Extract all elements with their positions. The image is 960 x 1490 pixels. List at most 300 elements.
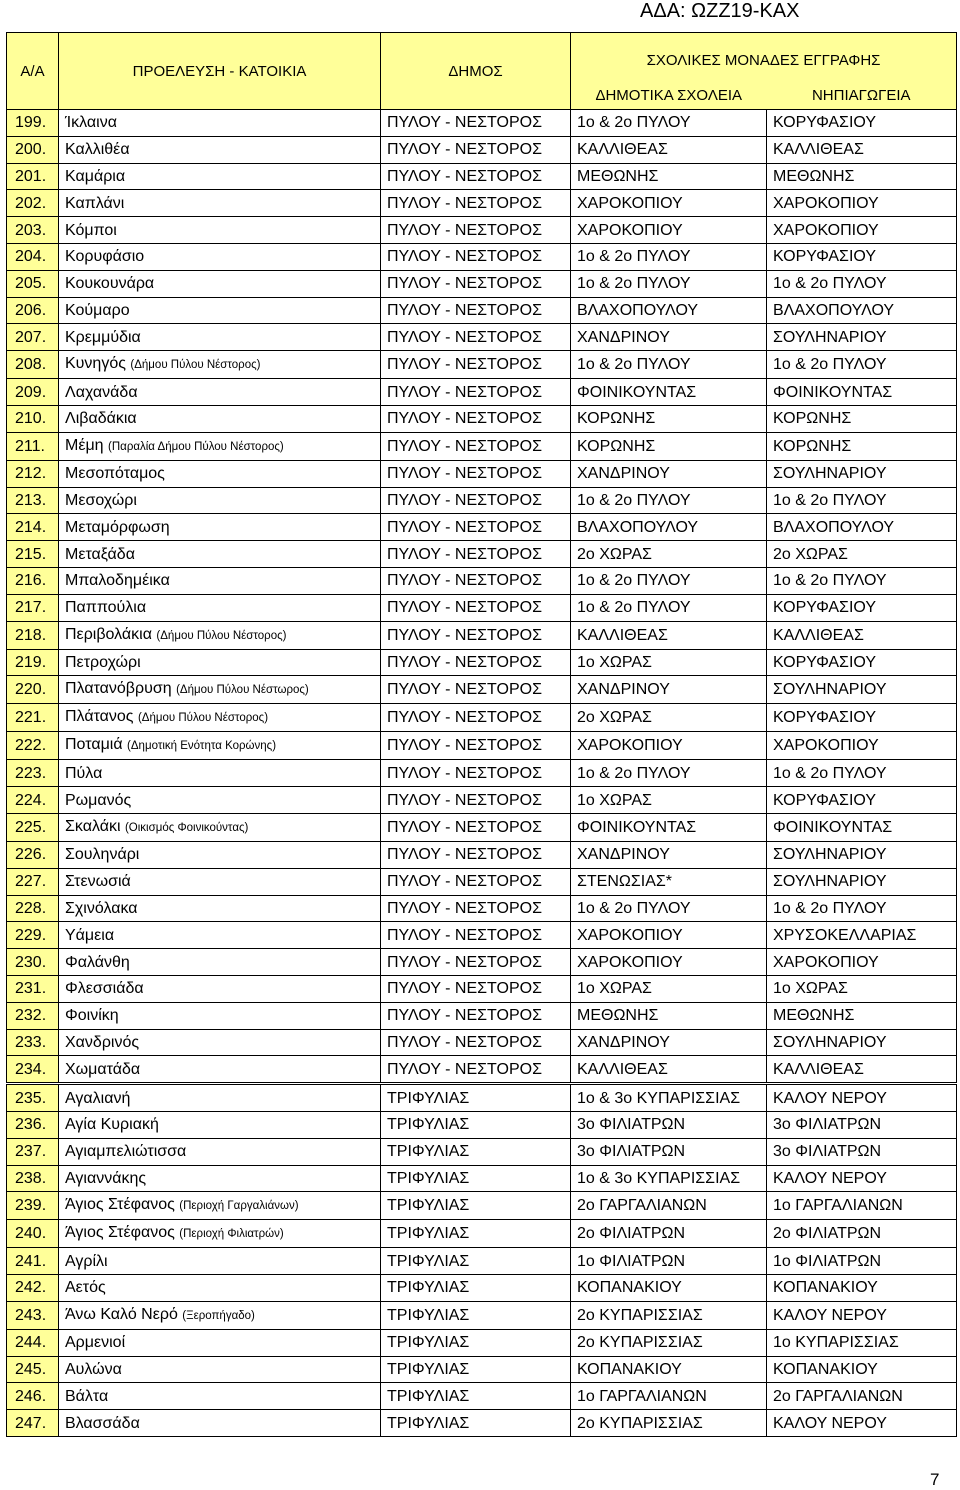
kindergarten-cell: ΚΑΛΟΥ ΝΕΡΟΥ	[767, 1410, 957, 1437]
kindergarten-cell: ΚΟΡΥΦΑΣΙΟΥ	[767, 243, 957, 270]
kindergarten-cell: 2ο ΧΩΡΑΣ	[767, 541, 957, 568]
place-note: (Δήμου Πύλου Νέστορος)	[156, 629, 287, 642]
row-number: 234.	[7, 1056, 59, 1084]
primary-school-cell: 2ο ΚΥΠΑΡΙΣΣΙΑΣ	[571, 1329, 767, 1356]
municipality-cell: ΤΡΙΦΥΛΙΑΣ	[381, 1275, 571, 1302]
place-name: Χανδρινός	[65, 1033, 140, 1051]
place-name: Στενωσιά	[65, 873, 131, 891]
municipality-cell: ΠΥΛΟΥ - ΝΕΣΤΟΡΟΣ	[381, 594, 571, 621]
row-number: 215.	[7, 541, 59, 568]
table-row	[7, 1356, 957, 1383]
kindergarten-cell: 1ο & 2ο ΠΥΛΟΥ	[767, 270, 957, 297]
header-kindergartens: ΝΗΠΙΑΓΩΓΕΙΑ	[767, 69, 957, 110]
place-name: Βάλτα	[65, 1387, 109, 1405]
table-row	[7, 1248, 957, 1275]
place-cell	[59, 541, 381, 568]
place-cell	[59, 975, 381, 1002]
place-cell	[59, 1410, 381, 1437]
primary-school-cell: ΧΑΡΟΚΟΠΙΟΥ	[571, 732, 767, 760]
row-number: 235.	[7, 1084, 59, 1112]
header-dimos: ΔΗΜΟΣ	[381, 33, 571, 110]
place-name: Κουκουνάρα	[65, 275, 155, 293]
municipality-cell: ΠΥΛΟΥ - ΝΕΣΤΟΡΟΣ	[381, 841, 571, 868]
municipality-cell: ΠΥΛΟΥ - ΝΕΣΤΟΡΟΣ	[381, 217, 571, 244]
kindergarten-cell: ΚΑΛΟΥ ΝΕΡΟΥ	[767, 1084, 957, 1112]
kindergarten-cell: ΚΟΡΥΦΑΣΙΟΥ	[767, 649, 957, 676]
municipality-cell: ΤΡΙΦΥΛΙΑΣ	[381, 1329, 571, 1356]
place-name: Φοινίκη	[65, 1007, 119, 1025]
kindergarten-cell: ΚΟΡΥΦΑΣΙΟΥ	[767, 704, 957, 732]
primary-school-cell: 1ο & 2ο ΠΥΛΟΥ	[571, 760, 767, 787]
primary-school-cell: 1ο & 3ο ΚΥΠΑΡΙΣΣΙΑΣ	[571, 1165, 767, 1192]
municipality-cell: ΠΥΛΟΥ - ΝΕΣΤΟΡΟΣ	[381, 1002, 571, 1029]
municipality-cell: ΠΥΛΟΥ - ΝΕΣΤΟΡΟΣ	[381, 136, 571, 163]
place-cell	[59, 351, 381, 379]
primary-school-cell: 1ο & 2ο ΠΥΛΟΥ	[571, 243, 767, 270]
table-row	[7, 975, 957, 1002]
place-name: Καμάρια	[65, 167, 126, 185]
municipality-cell: ΠΥΛΟΥ - ΝΕΣΤΟΡΟΣ	[381, 270, 571, 297]
row-number: 231.	[7, 975, 59, 1002]
place-cell	[59, 270, 381, 297]
place-name: Μπαλοδημέικα	[65, 572, 170, 590]
table-row	[7, 760, 957, 787]
place-cell	[59, 1356, 381, 1383]
kindergarten-cell: 1ο ΧΩΡΑΣ	[767, 975, 957, 1002]
table-row	[7, 1056, 957, 1084]
table-row	[7, 1192, 957, 1220]
primary-school-cell: 1ο & 2ο ΠΥΛΟΥ	[571, 110, 767, 137]
municipality-cell: ΤΡΙΦΥΛΙΑΣ	[381, 1383, 571, 1410]
primary-school-cell: 1ο & 2ο ΠΥΛΟΥ	[571, 895, 767, 922]
row-number: 218.	[7, 621, 59, 649]
primary-school-cell: ΧΑΝΔΡΙΝΟΥ	[571, 676, 767, 704]
place-name: Περιβολάκια	[65, 625, 152, 643]
kindergarten-cell: 2ο ΓΑΡΓΑΛΙΑΝΩΝ	[767, 1383, 957, 1410]
table-row	[7, 1301, 957, 1329]
place-cell	[59, 297, 381, 324]
row-number: 199.	[7, 110, 59, 137]
primary-school-cell: ΣΤΕΝΩΣΙΑΣ*	[571, 868, 767, 895]
municipality-cell: ΤΡΙΦΥΛΙΑΣ	[381, 1138, 571, 1165]
municipality-cell: ΠΥΛΟΥ - ΝΕΣΤΟΡΟΣ	[381, 487, 571, 514]
row-number: 213.	[7, 487, 59, 514]
municipality-cell: ΤΡΙΦΥΛΙΑΣ	[381, 1356, 571, 1383]
row-number: 228.	[7, 895, 59, 922]
place-name: Μεσοχώρι	[65, 491, 137, 509]
place-name: Κούμαρο	[65, 301, 130, 319]
municipality-cell: ΠΥΛΟΥ - ΝΕΣΤΟΡΟΣ	[381, 760, 571, 787]
municipality-cell: ΠΥΛΟΥ - ΝΕΣΤΟΡΟΣ	[381, 432, 571, 460]
place-name: Μεταμόρφωση	[65, 518, 170, 536]
kindergarten-cell: ΜΕΘΩΝΗΣ	[767, 163, 957, 190]
row-number: 227.	[7, 868, 59, 895]
primary-school-cell: 1ο & 2ο ΠΥΛΟΥ	[571, 351, 767, 379]
place-cell	[59, 487, 381, 514]
table-row	[7, 217, 957, 244]
municipality-cell: ΠΥΛΟΥ - ΝΕΣΤΟΡΟΣ	[381, 676, 571, 704]
place-cell	[59, 460, 381, 487]
table-row	[7, 813, 957, 841]
place-cell	[59, 594, 381, 621]
place-name: Ίκλαινα	[65, 114, 117, 132]
row-number: 225.	[7, 813, 59, 841]
row-number: 208.	[7, 351, 59, 379]
place-cell	[59, 841, 381, 868]
school-assignment-table	[6, 32, 957, 1437]
municipality-cell: ΠΥΛΟΥ - ΝΕΣΤΟΡΟΣ	[381, 649, 571, 676]
municipality-cell: ΠΥΛΟΥ - ΝΕΣΤΟΡΟΣ	[381, 732, 571, 760]
place-name: Υάμεια	[65, 926, 115, 944]
kindergarten-cell: 1ο ΦΙΛΙΑΤΡΩΝ	[767, 1248, 957, 1275]
row-number: 222.	[7, 732, 59, 760]
header-place: ΠΡΟΕΛΕΥΣΗ - ΚΑΤΟΙΚΙΑ	[59, 33, 381, 110]
place-cell	[59, 676, 381, 704]
place-cell	[59, 379, 381, 406]
municipality-cell: ΠΥΛΟΥ - ΝΕΣΤΟΡΟΣ	[381, 704, 571, 732]
place-cell	[59, 732, 381, 760]
row-number: 238.	[7, 1165, 59, 1192]
place-cell	[59, 405, 381, 432]
place-cell	[59, 1329, 381, 1356]
place-cell	[59, 813, 381, 841]
row-number: 243.	[7, 1301, 59, 1329]
kindergarten-cell: ΚΑΛΛΙΘΕΑΣ	[767, 136, 957, 163]
primary-school-cell: 1ο ΧΩΡΑΣ	[571, 649, 767, 676]
place-cell	[59, 1002, 381, 1029]
kindergarten-cell: ΚΟΡΥΦΑΣΙΟΥ	[767, 594, 957, 621]
table-row	[7, 594, 957, 621]
row-number: 242.	[7, 1275, 59, 1302]
place-cell	[59, 868, 381, 895]
place-cell	[59, 621, 381, 649]
kindergarten-cell: ΧΑΡΟΚΟΠΙΟΥ	[767, 949, 957, 976]
place-name: Σκαλάκι	[65, 817, 121, 835]
row-number: 232.	[7, 1002, 59, 1029]
table-row	[7, 1138, 957, 1165]
municipality-cell: ΠΥΛΟΥ - ΝΕΣΤΟΡΟΣ	[381, 243, 571, 270]
place-cell	[59, 163, 381, 190]
header-aa: Α/Α	[7, 33, 59, 110]
municipality-cell: ΤΡΙΦΥΛΙΑΣ	[381, 1165, 571, 1192]
place-name: Αγρίλι	[65, 1252, 108, 1270]
primary-school-cell: 2ο ΚΥΠΑΡΙΣΣΙΑΣ	[571, 1301, 767, 1329]
document-ada-code: ΑΔΑ: ΩΖΖ19-ΚΑΧ	[640, 0, 800, 22]
row-number: 209.	[7, 379, 59, 406]
table-row	[7, 297, 957, 324]
primary-school-cell: 1ο ΧΩΡΑΣ	[571, 787, 767, 814]
place-name: Παππούλια	[65, 599, 147, 617]
table-row	[7, 1220, 957, 1248]
kindergarten-cell: ΣΟΥΛΗΝΑΡΙΟΥ	[767, 324, 957, 351]
kindergarten-cell: ΧΑΡΟΚΟΠΙΟΥ	[767, 190, 957, 217]
kindergarten-cell: 1ο & 2ο ΠΥΛΟΥ	[767, 895, 957, 922]
place-name: Μεσοπόταμος	[65, 465, 165, 483]
primary-school-cell: ΧΑΝΔΡΙΝΟΥ	[571, 1029, 767, 1056]
place-note: (Οικισμός Φοινικούντας)	[124, 821, 249, 834]
row-number: 205.	[7, 270, 59, 297]
row-number: 202.	[7, 190, 59, 217]
place-cell	[59, 1383, 381, 1410]
place-name: Μεταξάδα	[65, 545, 135, 563]
kindergarten-cell: ΣΟΥΛΗΝΑΡΙΟΥ	[767, 868, 957, 895]
table-row	[7, 1002, 957, 1029]
municipality-cell: ΠΥΛΟΥ - ΝΕΣΤΟΡΟΣ	[381, 541, 571, 568]
kindergarten-cell: 1ο & 2ο ΠΥΛΟΥ	[767, 351, 957, 379]
municipality-cell: ΠΥΛΟΥ - ΝΕΣΤΟΡΟΣ	[381, 922, 571, 949]
primary-school-cell: 2ο ΧΩΡΑΣ	[571, 704, 767, 732]
municipality-cell: ΠΥΛΟΥ - ΝΕΣΤΟΡΟΣ	[381, 1029, 571, 1056]
table-row	[7, 460, 957, 487]
kindergarten-cell: ΚΟΠΑΝΑΚΙΟΥ	[767, 1275, 957, 1302]
row-number: 230.	[7, 949, 59, 976]
municipality-cell: ΠΥΛΟΥ - ΝΕΣΤΟΡΟΣ	[381, 460, 571, 487]
place-name: Αγιαμπελιώτισσα	[65, 1143, 187, 1161]
table-row	[7, 163, 957, 190]
row-number: 236.	[7, 1111, 59, 1138]
place-cell	[59, 895, 381, 922]
primary-school-cell: 1ο & 2ο ΠΥΛΟΥ	[571, 594, 767, 621]
row-number: 233.	[7, 1029, 59, 1056]
row-number: 204.	[7, 243, 59, 270]
row-number: 207.	[7, 324, 59, 351]
primary-school-cell: ΒΛΑΧΟΠΟΥΛΟΥ	[571, 514, 767, 541]
table-row	[7, 1383, 957, 1410]
row-number: 219.	[7, 649, 59, 676]
municipality-cell: ΠΥΛΟΥ - ΝΕΣΤΟΡΟΣ	[381, 949, 571, 976]
table-row	[7, 1275, 957, 1302]
table-row	[7, 1029, 957, 1056]
primary-school-cell: 1ο ΦΙΛΙΑΤΡΩΝ	[571, 1248, 767, 1275]
table-row	[7, 949, 957, 976]
row-number: 247.	[7, 1410, 59, 1437]
place-note: (Περιοχή Φιλιατρών)	[179, 1228, 284, 1241]
kindergarten-cell: ΜΕΘΩΝΗΣ	[767, 1002, 957, 1029]
place-name: Αγία Κυριακή	[65, 1116, 159, 1134]
row-number: 217.	[7, 594, 59, 621]
table-row	[7, 1165, 957, 1192]
municipality-cell: ΠΥΛΟΥ - ΝΕΣΤΟΡΟΣ	[381, 379, 571, 406]
place-cell	[59, 704, 381, 732]
place-name: Φλεσσιάδα	[65, 980, 144, 998]
table-row	[7, 567, 957, 594]
table-row	[7, 487, 957, 514]
place-note: (Ξεροπήγαδο)	[182, 1309, 255, 1322]
kindergarten-cell: 2ο ΦΙΛΙΑΤΡΩΝ	[767, 1220, 957, 1248]
primary-school-cell: ΧΑΡΟΚΟΠΙΟΥ	[571, 949, 767, 976]
row-number: 245.	[7, 1356, 59, 1383]
primary-school-cell: ΦΟΙΝΙΚΟΥΝΤΑΣ	[571, 379, 767, 406]
row-number: 201.	[7, 163, 59, 190]
place-cell	[59, 922, 381, 949]
kindergarten-cell: ΧΑΡΟΚΟΠΙΟΥ	[767, 217, 957, 244]
primary-school-cell: ΚΑΛΛΙΘΕΑΣ	[571, 136, 767, 163]
place-name: Πετροχώρι	[65, 653, 141, 671]
place-cell	[59, 1275, 381, 1302]
kindergarten-cell: ΚΑΛΛΙΘΕΑΣ	[767, 621, 957, 649]
place-name: Αγαλιανή	[65, 1089, 131, 1107]
primary-school-cell: ΒΛΑΧΟΠΟΥΛΟΥ	[571, 297, 767, 324]
table-row	[7, 1111, 957, 1138]
primary-school-cell: ΜΕΘΩΝΗΣ	[571, 1002, 767, 1029]
municipality-cell: ΤΡΙΦΥΛΙΑΣ	[381, 1248, 571, 1275]
municipality-cell: ΠΥΛΟΥ - ΝΕΣΤΟΡΟΣ	[381, 813, 571, 841]
place-note: (Δήμου Πύλου Νέστορος)	[130, 359, 261, 372]
place-cell	[59, 217, 381, 244]
kindergarten-cell: ΣΟΥΛΗΝΑΡΙΟΥ	[767, 676, 957, 704]
row-number: 240.	[7, 1220, 59, 1248]
primary-school-cell: ΧΑΡΟΚΟΠΙΟΥ	[571, 922, 767, 949]
primary-school-cell: ΚΟΠΑΝΑΚΙΟΥ	[571, 1275, 767, 1302]
table-row	[7, 270, 957, 297]
primary-school-cell: ΧΑΝΔΡΙΝΟΥ	[571, 841, 767, 868]
primary-school-cell: 3ο ΦΙΛΙΑΤΡΩΝ	[571, 1111, 767, 1138]
row-number: 229.	[7, 922, 59, 949]
primary-school-cell: ΦΟΙΝΙΚΟΥΝΤΑΣ	[571, 813, 767, 841]
municipality-cell: ΠΥΛΟΥ - ΝΕΣΤΟΡΟΣ	[381, 405, 571, 432]
table-body	[7, 110, 957, 1437]
row-number: 239.	[7, 1192, 59, 1220]
table-row	[7, 787, 957, 814]
place-name: Ποταμιά	[65, 736, 123, 754]
header-school-units: ΣΧΟΛΙΚΕΣ ΜΟΝΑΔΕΣ ΕΓΓΡΑΦΗΣ	[571, 33, 957, 70]
row-number: 200.	[7, 136, 59, 163]
primary-school-cell: ΧΑΡΟΚΟΠΙΟΥ	[571, 217, 767, 244]
municipality-cell: ΠΥΛΟΥ - ΝΕΣΤΟΡΟΣ	[381, 163, 571, 190]
municipality-cell: ΠΥΛΟΥ - ΝΕΣΤΟΡΟΣ	[381, 621, 571, 649]
row-number: 244.	[7, 1329, 59, 1356]
table-row	[7, 1410, 957, 1437]
place-cell	[59, 110, 381, 137]
place-name: Φαλάνθη	[65, 953, 130, 971]
table-row	[7, 1084, 957, 1112]
primary-school-cell: 1ο & 2ο ΠΥΛΟΥ	[571, 487, 767, 514]
table-row	[7, 868, 957, 895]
primary-school-cell: 1ο & 3ο ΚΥΠΑΡΙΣΣΙΑΣ	[571, 1084, 767, 1112]
kindergarten-cell: 3ο ΦΙΛΙΑΤΡΩΝ	[767, 1138, 957, 1165]
place-name: Πλάτανος	[65, 708, 134, 726]
place-name: Αγιαννάκης	[65, 1169, 147, 1187]
kindergarten-cell: ΚΑΛΛΙΘΕΑΣ	[767, 1056, 957, 1084]
table-row	[7, 732, 957, 760]
primary-school-cell: ΧΑΝΔΡΙΝΟΥ	[571, 460, 767, 487]
kindergarten-cell: 1ο & 2ο ΠΥΛΟΥ	[767, 487, 957, 514]
table-row	[7, 379, 957, 406]
primary-school-cell: ΚΑΛΛΙΘΕΑΣ	[571, 1056, 767, 1084]
place-cell	[59, 1192, 381, 1220]
municipality-cell: ΠΥΛΟΥ - ΝΕΣΤΟΡΟΣ	[381, 297, 571, 324]
municipality-cell: ΠΥΛΟΥ - ΝΕΣΤΟΡΟΣ	[381, 324, 571, 351]
row-number: 214.	[7, 514, 59, 541]
primary-school-cell: 1ο & 2ο ΠΥΛΟΥ	[571, 567, 767, 594]
place-name: Μέμη	[65, 436, 104, 454]
primary-school-cell: ΧΑΝΔΡΙΝΟΥ	[571, 324, 767, 351]
kindergarten-cell: 3ο ΦΙΛΙΑΤΡΩΝ	[767, 1111, 957, 1138]
place-note: (Περιοχή Γαργαλιάνων)	[179, 1200, 299, 1213]
page-number: 7	[930, 1470, 940, 1489]
table-row	[7, 190, 957, 217]
kindergarten-cell: 1ο ΚΥΠΑΡΙΣΣΙΑΣ	[767, 1329, 957, 1356]
row-number: 241.	[7, 1248, 59, 1275]
place-name: Άγιος Στέφανος	[65, 1224, 175, 1242]
place-cell	[59, 324, 381, 351]
kindergarten-cell: 1ο & 2ο ΠΥΛΟΥ	[767, 567, 957, 594]
place-name: Αρμενιοί	[65, 1334, 126, 1352]
municipality-cell: ΤΡΙΦΥΛΙΑΣ	[381, 1220, 571, 1248]
kindergarten-cell: 1ο & 2ο ΠΥΛΟΥ	[767, 760, 957, 787]
table-row	[7, 649, 957, 676]
kindergarten-cell: ΚΟΡΥΦΑΣΙΟΥ	[767, 110, 957, 137]
place-cell	[59, 1056, 381, 1084]
kindergarten-cell: ΧΑΡΟΚΟΠΙΟΥ	[767, 732, 957, 760]
place-name: Κρεμμύδια	[65, 328, 141, 346]
place-name: Σχινόλακα	[65, 899, 138, 917]
table-row	[7, 1329, 957, 1356]
row-number: 206.	[7, 297, 59, 324]
place-name: Σουληνάρι	[65, 846, 140, 864]
kindergarten-cell: ΒΛΑΧΟΠΟΥΛΟΥ	[767, 297, 957, 324]
place-name: Λαχανάδα	[65, 383, 138, 401]
place-cell	[59, 1220, 381, 1248]
municipality-cell: ΤΡΙΦΥΛΙΑΣ	[381, 1111, 571, 1138]
table-row	[7, 841, 957, 868]
primary-school-cell: 2ο ΧΩΡΑΣ	[571, 541, 767, 568]
place-cell	[59, 649, 381, 676]
place-note: (Παραλία Δήμου Πύλου Νέστορος)	[108, 440, 284, 453]
primary-school-cell: ΚΟΡΩΝΗΣ	[571, 405, 767, 432]
primary-school-cell: 1ο ΧΩΡΑΣ	[571, 975, 767, 1002]
place-cell	[59, 1301, 381, 1329]
table-header	[7, 33, 957, 110]
municipality-cell: ΠΥΛΟΥ - ΝΕΣΤΟΡΟΣ	[381, 787, 571, 814]
primary-school-cell: 2ο ΓΑΡΓΑΛΙΑΝΩΝ	[571, 1192, 767, 1220]
place-name: Ρωμανός	[65, 791, 132, 809]
table-row	[7, 541, 957, 568]
place-note: (Δημοτική Ενότητα Κορώνης)	[127, 740, 277, 753]
place-name: Κόμποι	[65, 221, 117, 239]
kindergarten-cell: ΚΟΠΑΝΑΚΙΟΥ	[767, 1356, 957, 1383]
kindergarten-cell: ΣΟΥΛΗΝΑΡΙΟΥ	[767, 460, 957, 487]
place-cell	[59, 949, 381, 976]
primary-school-cell: ΚΟΠΑΝΑΚΙΟΥ	[571, 1356, 767, 1383]
table-row	[7, 351, 957, 379]
municipality-cell: ΠΥΛΟΥ - ΝΕΣΤΟΡΟΣ	[381, 975, 571, 1002]
table-row	[7, 704, 957, 732]
place-cell	[59, 1029, 381, 1056]
kindergarten-cell: ΧΡΥΣΟΚΕΛΛΑΡΙΑΣ	[767, 922, 957, 949]
row-number: 203.	[7, 217, 59, 244]
municipality-cell: ΠΥΛΟΥ - ΝΕΣΤΟΡΟΣ	[381, 110, 571, 137]
header-primary-schools: ΔΗΜΟΤΙΚΑ ΣΧΟΛΕΙΑ	[571, 69, 767, 110]
row-number: 212.	[7, 460, 59, 487]
table-row	[7, 514, 957, 541]
place-cell	[59, 136, 381, 163]
table-row	[7, 621, 957, 649]
primary-school-cell: ΚΟΡΩΝΗΣ	[571, 432, 767, 460]
row-number: 224.	[7, 787, 59, 814]
place-cell	[59, 567, 381, 594]
place-name: Πύλα	[65, 764, 103, 782]
table-row	[7, 676, 957, 704]
place-name: Λιβαδάκια	[65, 410, 137, 428]
kindergarten-cell: ΒΛΑΧΟΠΟΥΛΟΥ	[767, 514, 957, 541]
place-note: (Δήμου Πύλου Νέστωρος)	[176, 684, 309, 697]
municipality-cell: ΠΥΛΟΥ - ΝΕΣΤΟΡΟΣ	[381, 868, 571, 895]
place-cell	[59, 243, 381, 270]
primary-school-cell: 2ο ΚΥΠΑΡΙΣΣΙΑΣ	[571, 1410, 767, 1437]
kindergarten-cell: ΚΟΡΩΝΗΣ	[767, 405, 957, 432]
table-row	[7, 405, 957, 432]
